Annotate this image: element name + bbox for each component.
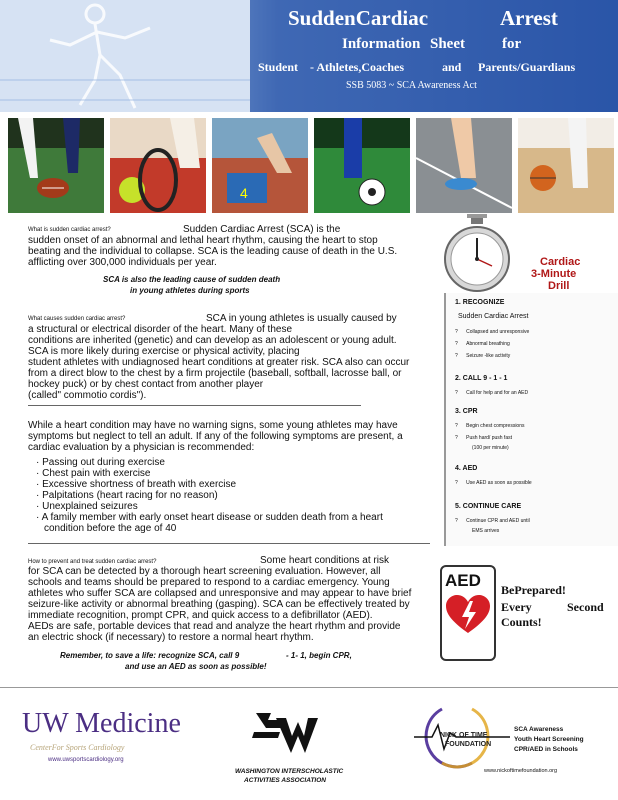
symptom-4: · Palpitations (heart racing for no reason) bbox=[36, 490, 218, 501]
drill-step-1-head: 1. RECOGNIZE bbox=[455, 299, 505, 306]
remember-line-1: Remember, to save a life: recognize SCA, call 9 bbox=[60, 651, 240, 660]
cardiac-drill-box bbox=[444, 293, 618, 546]
s2-line-5: student athletes with undiagnosed heart conditions at greater risk. SCA also can occur bbox=[28, 357, 410, 368]
uw-url: www.uwsportscardiology.org bbox=[48, 757, 124, 763]
s4-line-2: for SCA can be detected by a thorough heart screening evaluation. However, all bbox=[28, 566, 381, 577]
s2-line-4: SCA is more likely during exercise or physical activity, placing bbox=[28, 346, 300, 357]
drill-step-1-sub: Sudden Cardiac Arrest bbox=[458, 313, 529, 320]
wiaa-logo-icon bbox=[246, 708, 326, 760]
drill-title-2: 3-Minute bbox=[531, 268, 577, 280]
nick-url: www.nickoftimefoundation.org bbox=[484, 768, 558, 774]
symptom-6: · A family member with early onset heart disease or sudden death from a heart bbox=[36, 512, 383, 523]
question-what-causes-sca: What causes sudden cardiac arrest? bbox=[28, 316, 126, 322]
s4-line-1: Some heart conditions at risk bbox=[260, 555, 389, 566]
s2-line-3: conditions are inherited (genetic) and can develop as an adolescent or young adult. bbox=[28, 335, 397, 346]
drill-step-5-item-2: EMS arrives bbox=[472, 528, 500, 534]
tennis-photo bbox=[110, 118, 206, 213]
header-subtitle-3: for bbox=[502, 36, 522, 52]
symptom-2: · Chest pain with exercise bbox=[36, 468, 151, 479]
s4-line-5: seizure-like activity or abnormal breathing (gasping). SCA can be effectively treated by bbox=[28, 599, 410, 610]
drill-step-4-item-1: ? Use AED as soon as possible bbox=[455, 480, 532, 486]
divider-1 bbox=[28, 405, 361, 406]
drill-step-3-head: 3. CPR bbox=[455, 408, 478, 415]
header-subtitle-1: Information bbox=[342, 36, 421, 52]
s2-line-6: from a direct blow to the chest by a firm projectile (baseball, softball, lacrosse ball, or bbox=[28, 368, 402, 379]
question-prevent-treat: How to prevent and treat sudden cardiac arrest? bbox=[28, 559, 157, 565]
running-shoes-photo bbox=[416, 118, 512, 213]
s3-line-3: cardiac evaluation by a physician is recommended: bbox=[28, 442, 255, 453]
s2-line-2: a structural or electrical disorder of the heart. Many of these bbox=[28, 324, 293, 335]
wiaa-name-1: WASHINGTON INTERSCHOLASTIC bbox=[235, 768, 344, 775]
symptom-1: · Passing out during exercise bbox=[36, 457, 165, 468]
header-audience-3: and bbox=[442, 60, 462, 74]
header-subtitle-2: Sheet bbox=[430, 36, 465, 52]
nick-name-1: NICK OF TIME bbox=[440, 732, 488, 739]
divider-2 bbox=[28, 543, 430, 544]
aed-slogan-3: Counts! bbox=[501, 615, 542, 629]
remember-line-1b: - 1- 1, begin CPR, bbox=[286, 651, 352, 660]
s1-line-1: Sudden Cardiac Arrest (SCA) is the bbox=[183, 224, 341, 235]
uw-medicine-logo: UW Medicine bbox=[22, 708, 181, 739]
header-banner bbox=[0, 0, 618, 112]
s2-line-8: (called" commotio cordis"). bbox=[28, 390, 147, 401]
basketball-photo bbox=[518, 118, 614, 213]
question-what-is-sca: What is sudden cardiac arrest? bbox=[28, 227, 111, 233]
aed-sign bbox=[440, 565, 496, 661]
s4-line-6: immediate recognition, prompt CPR, and quick access to a defibrillator (AED). bbox=[28, 610, 373, 621]
drill-title-3: Drill bbox=[548, 280, 570, 292]
aed-slogan-2b: Second bbox=[567, 600, 604, 614]
header-audience-2: - Athletes,Coaches bbox=[310, 60, 404, 74]
svg-text:4: 4 bbox=[240, 185, 248, 201]
symptom-5: · Unexplained seizures bbox=[36, 501, 138, 512]
track-start-photo bbox=[212, 118, 308, 213]
heart-lightning-icon bbox=[446, 595, 490, 635]
soccer-photo bbox=[314, 118, 410, 213]
drill-step-3-item-3: (100 per minute) bbox=[472, 445, 509, 451]
uw-center-name: CenterFor Sports Cardiology bbox=[30, 743, 125, 752]
wiaa-name-2: ACTIVITIES ASSOCIATION bbox=[244, 777, 326, 784]
s4-line-3: schools and teams should be prepared to respond to a cardiac emergency. Young bbox=[28, 577, 390, 588]
header-audience-1: Student bbox=[258, 60, 299, 74]
football-photo bbox=[8, 118, 104, 213]
drill-step-1-item-3: ? Seizure -like activity bbox=[455, 353, 511, 359]
s1-line-2: sudden onset of an abnormal and lethal heart rhythm, causing the heart to stop bbox=[28, 235, 378, 246]
aed-slogan-1: BePrepared! bbox=[501, 583, 566, 597]
aed-label: AED bbox=[445, 571, 481, 590]
header-act-line: SSB 5083 ~ SCA Awareness Act bbox=[346, 80, 477, 91]
s1-line-3: beating and the individual to collapse. SCA is the leading cause of death in the U.S. bbox=[28, 246, 398, 257]
s1-emphasis-2: in young athletes during sports bbox=[130, 286, 250, 295]
skeleton-runner-image bbox=[0, 0, 250, 112]
s3-line-2: symptoms but neglect to tell an adult. If any of the following symptoms are present, a bbox=[28, 431, 403, 442]
s2-line-1: SCA in young athletes is usually caused by bbox=[206, 313, 397, 324]
drill-step-5-item-1: ? Continue CPR and AED until bbox=[455, 518, 530, 524]
remember-line-2: and use an AED as soon as possible! bbox=[125, 662, 267, 671]
header-audience-4: Parents/Guardians bbox=[478, 60, 576, 74]
drill-step-3-item-1: ? Begin chest compressions bbox=[455, 423, 525, 429]
symptom-3: · Excessive shortness of breath with exercise bbox=[36, 479, 237, 490]
nick-tag-2: Youth Heart Screening bbox=[514, 736, 584, 743]
header-title: SuddenCardiac bbox=[288, 6, 429, 30]
s2-line-7: hockey puck) or by chest contact from another player bbox=[28, 379, 264, 390]
s1-line-4: afflicting over 300,000 individuals per year. bbox=[28, 257, 217, 268]
s4-line-7: AEDs are safe, portable devices that read and analyze the heart rhythm and provide bbox=[28, 621, 401, 632]
drill-step-1-item-2: ? Abnormal breathing bbox=[455, 341, 510, 347]
stopwatch-icon bbox=[440, 214, 515, 294]
s1-emphasis-1: SCA is also the leading cause of sudden death bbox=[103, 275, 281, 284]
drill-title-1: Cardiac bbox=[540, 256, 581, 268]
drill-step-4-head: 4. AED bbox=[455, 465, 478, 472]
symptom-6-cont: condition before the age of 40 bbox=[44, 523, 177, 534]
header-title-end: Arrest bbox=[500, 6, 558, 30]
s3-line-1: While a heart condition may have no warning signs, some young athletes may have bbox=[28, 420, 398, 431]
drill-step-1-item-1: ? Collapsed and unresponsive bbox=[455, 329, 530, 335]
s4-line-8: an electric shock (if necessary) to restore a normal heart rhythm. bbox=[28, 632, 314, 643]
drill-step-3-item-2: ? Push hard/ push fast bbox=[455, 435, 512, 441]
nick-tag-3: CPR/AED in Schools bbox=[514, 746, 578, 753]
s4-line-4: athletes who suffer SCA are collapsed and unresponsive and may appear to have brief bbox=[28, 588, 412, 599]
drill-step-5-head: 5. CONTINUE CARE bbox=[455, 503, 522, 510]
aed-slogan-2a: Every bbox=[501, 600, 532, 614]
drill-step-2-item-1: ? Call for help and for an AED bbox=[455, 390, 529, 396]
divider-footer bbox=[0, 687, 618, 688]
nick-tag-1: SCA Awareness bbox=[514, 726, 564, 733]
drill-step-2-head: 2. CALL 9 - 1 - 1 bbox=[455, 375, 508, 382]
nick-name-2: FOUNDATION bbox=[445, 741, 492, 748]
